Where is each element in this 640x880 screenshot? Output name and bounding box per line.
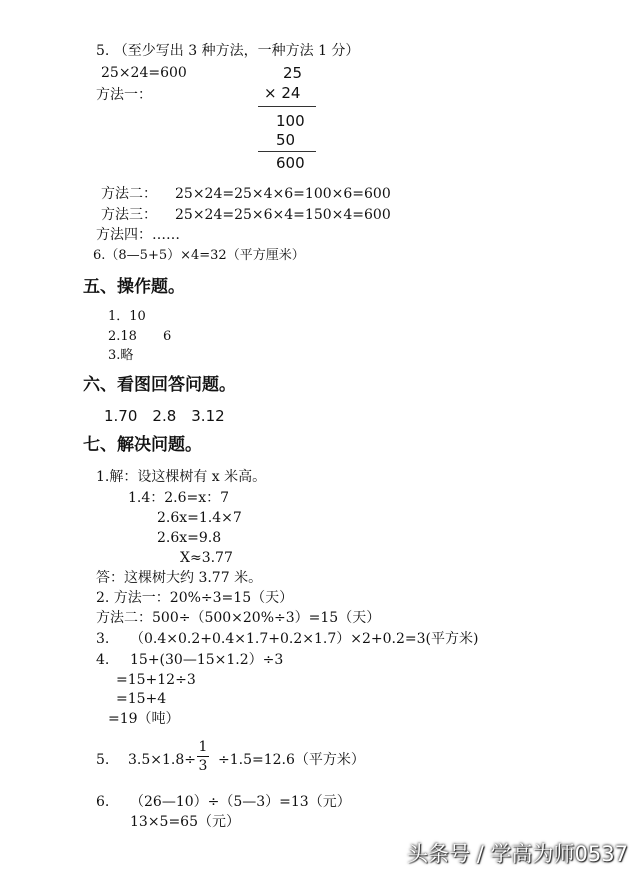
q5-equation: 25×24=600 [101, 65, 187, 81]
section5-item-1: 1．10 [108, 309, 146, 324]
q5-label: 5. （至少写出 3 种方法，一种方法 1 分） [96, 43, 360, 59]
watermark: 头条号 / 学高为师0537 [407, 842, 628, 866]
section5-title: 五、操作题。 [83, 277, 185, 297]
p2-line-2: 方法二：500÷（500×20%÷3）=15（天） [96, 610, 381, 626]
p6-line-1: （26—10）÷（5—3）=13（元） [130, 794, 351, 810]
p6-line-2: 13×5=65（元） [130, 814, 240, 830]
p1-line-1: 1.解：设这棵树有 x 米高。 [96, 469, 267, 485]
p1-line-4: 2.6x=9.8 [157, 530, 222, 546]
p5-expr-a: 3.5×1.8÷ [128, 752, 196, 768]
vertical-partial-1: 100 [276, 112, 305, 130]
p5-expr-b: ÷1.5=12.6（平方米） [218, 752, 365, 768]
p4-number: 4. [96, 652, 110, 668]
method2-label: 方法二： [101, 186, 157, 202]
p1-line-5: X≈3.77 [180, 550, 233, 566]
vertical-rule-2 [258, 151, 316, 152]
section5-item-2: 2.18 6 [108, 329, 172, 344]
method2-expr: 25×24=25×4×6=100×6=600 [175, 186, 391, 202]
vertical-multiplier: × 24 [264, 84, 301, 102]
method1-label: 方法一： [96, 87, 152, 103]
p4-line-4: =19（吨） [108, 711, 180, 727]
vertical-result: 600 [276, 154, 305, 172]
vertical-rule-1 [258, 106, 316, 107]
p4-line-1: 15+(30—15×1.2）÷3 [130, 652, 284, 668]
p2-line-1: 2. 方法一：20%÷3=15（天） [96, 590, 294, 606]
method3-expr: 25×24=25×6×4=150×4=600 [175, 207, 391, 223]
p4-line-3: =15+4 [116, 691, 167, 707]
p5-number: 5. [96, 752, 110, 768]
p5-fraction-denominator: 3 [198, 758, 208, 774]
vertical-partial-2: 50 [276, 131, 296, 149]
p5-fraction-numerator: 1 [198, 739, 208, 755]
section6-answers: 1.70 2.8 3.12 [104, 407, 225, 425]
p3-number: 3. [96, 631, 110, 647]
p4-line-2: =15+12÷3 [116, 672, 196, 688]
p6-number: 6. [96, 794, 110, 810]
p5-fraction-bar [197, 756, 209, 757]
method4-label: 方法四：…… [96, 227, 180, 243]
p1-line-2: 1.4：2.6=x：7 [128, 490, 230, 506]
p5-fraction [197, 740, 209, 773]
p3-expr: （0.4×0.2+0.4×1.7+0.2×1.7）×2+0.2=3(平方米) [130, 631, 479, 647]
method3-label: 方法三： [101, 207, 157, 223]
section5-item-3: 3.略 [108, 348, 134, 363]
q6-answer: 6.（8—5+5）×4=32（平方厘米） [93, 248, 305, 263]
section6-title: 六、看图回答问题。 [83, 375, 236, 395]
p1-line-3: 2.6x=1.4×7 [157, 510, 242, 526]
section7-title: 七、解决问题。 [83, 435, 202, 455]
p1-answer: 答：这棵树大约 3.77 米。 [96, 570, 263, 586]
vertical-top: 25 [283, 64, 303, 82]
